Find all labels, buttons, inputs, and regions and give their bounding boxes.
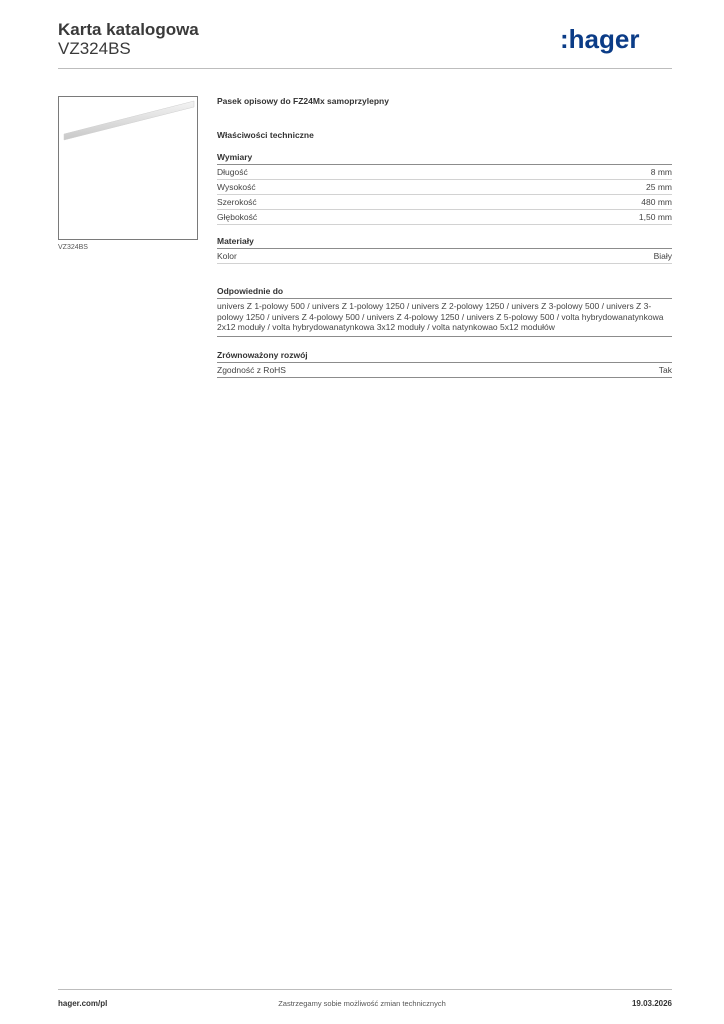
- technical-heading: Właściwości techniczne: [217, 130, 314, 140]
- row-label: Długość: [217, 167, 248, 177]
- footer-date: 19.03.2026: [631, 999, 672, 1008]
- materials-group: [217, 236, 672, 264]
- product-description: Pasek opisowy do FZ24Mx samoprzylepny: [217, 96, 389, 106]
- row-label: Kolor: [217, 251, 237, 261]
- product-image: [58, 96, 198, 240]
- dimensions-group: [217, 152, 672, 225]
- table-row: [217, 180, 672, 195]
- row-label: Szerokość: [217, 197, 257, 207]
- suitable-title: Odpowiednie do: [217, 286, 672, 299]
- row-label: Zgodność z RoHS: [217, 364, 286, 375]
- suitable-text: univers Z 1-polowy 500 / univers Z 1-polowy 1250 / univers Z 2-polowy 1250 / univers Z 3-polowy 500 / univers Z 3-polowy 1250 / univers Z 4-polowy 500 / univers Z 4-polowy 1250 / univers Z 5-polowy 500 / volta hybrydowanatynkowa 2x12 moduły / volta hybrydowanatynkowa 3x12 moduły / volta natynkowao 5x12 modułów: [217, 299, 672, 337]
- header-divider: [58, 68, 672, 69]
- sustainability-group: [217, 350, 672, 378]
- suitable-group: [217, 286, 672, 337]
- document-title: Karta katalogowa: [58, 20, 199, 39]
- row-value: Tak: [658, 364, 672, 375]
- page-header: [58, 20, 672, 68]
- product-details: [217, 96, 672, 389]
- footer-divider: [58, 989, 672, 990]
- footer-disclaimer: Zastrzegamy sobie możliwość zmian technicznych: [278, 999, 446, 1008]
- materials-title: Materiały: [217, 236, 672, 249]
- footer-website[interactable]: hager.com/pl: [58, 999, 108, 1008]
- image-caption: VZ324BS: [58, 244, 88, 251]
- table-row: [217, 249, 672, 264]
- row-label: Wysokość: [217, 182, 256, 192]
- dimensions-title: Wymiary: [217, 152, 672, 165]
- table-row: [217, 165, 672, 180]
- hager-logo: [560, 24, 672, 54]
- row-value: Biały: [653, 251, 672, 261]
- logo-text: :hager: [560, 24, 640, 54]
- product-code: VZ324BS: [58, 39, 131, 58]
- row-value: 1,50 mm: [638, 212, 672, 222]
- table-row: [217, 210, 672, 225]
- table-row: [217, 363, 672, 378]
- sustainability-title: Zrównoważony rozwój: [217, 350, 672, 363]
- row-value: 8 mm: [650, 167, 672, 177]
- row-value: 480 mm: [641, 197, 672, 207]
- label-strip-icon: [59, 97, 197, 239]
- row-value: 25 mm: [646, 182, 672, 192]
- table-row: [217, 195, 672, 210]
- row-label: Głębokość: [217, 212, 258, 222]
